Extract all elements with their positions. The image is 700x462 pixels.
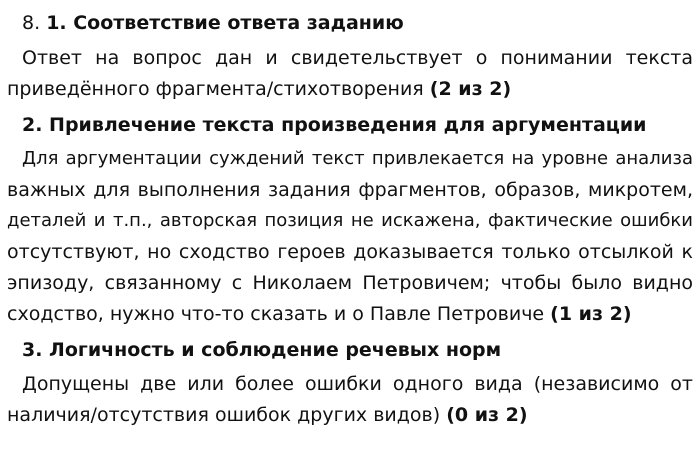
criterion-1-text-line-2 xyxy=(7,77,693,101)
criterion-1-heading xyxy=(22,11,404,35)
criterion-3-text-line-1: Допущены две или более ошибки одного вида (независимо от xyxy=(22,373,693,395)
criterion-2-text-line-6-content: сходство, нужно что-то сказать и о Павле Петровиче xyxy=(7,303,545,325)
criterion-3-score: (0 из 2) xyxy=(446,404,528,426)
criterion-2-text-line-3: деталей и т.п., авторская позиция не искажена, фактические ошибки xyxy=(7,210,693,231)
criterion-2-text-line-6 xyxy=(7,302,693,326)
criterion-3-text-line-2 xyxy=(7,403,693,427)
criterion-1-title: 1. Соответствие ответа заданию xyxy=(46,12,404,34)
criterion-2-text-line-5: эпизоду, связанному с Николаем Петровичем; чтобы было видно xyxy=(7,272,693,294)
criterion-1-text-line-1: Ответ на вопрос дан и свидетельствует о понимании текста xyxy=(22,47,693,69)
criterion-3-heading xyxy=(22,338,501,362)
criterion-2-text-line-4: отсутствуют, но сходство героев доказывается только отсылкой к xyxy=(7,241,693,263)
criterion-2-text-line-2: важных для выполнения задания фрагментов, образов, микротем, xyxy=(7,179,693,201)
criterion-2-score: (1 из 2) xyxy=(550,303,632,325)
criterion-2-title: 2. Привлечение текста произведения для аргументации xyxy=(22,114,647,136)
criterion-2-heading xyxy=(22,113,647,137)
criterion-3-text-line-2-content: наличия/отсутствия ошибок других видов) xyxy=(7,404,441,426)
criterion-1-score: (2 из 2) xyxy=(429,78,512,100)
criterion-2-text-line-1: Для аргументации суждений текст привлекается на уровне анализа xyxy=(22,148,693,169)
criterion-3-title: 3. Логичность и соблюдение речевых норм xyxy=(22,339,502,361)
criterion-1-text-line-2-content: приведённого фрагмента/стихотворения xyxy=(7,78,424,100)
task-number: 8. xyxy=(22,12,41,34)
